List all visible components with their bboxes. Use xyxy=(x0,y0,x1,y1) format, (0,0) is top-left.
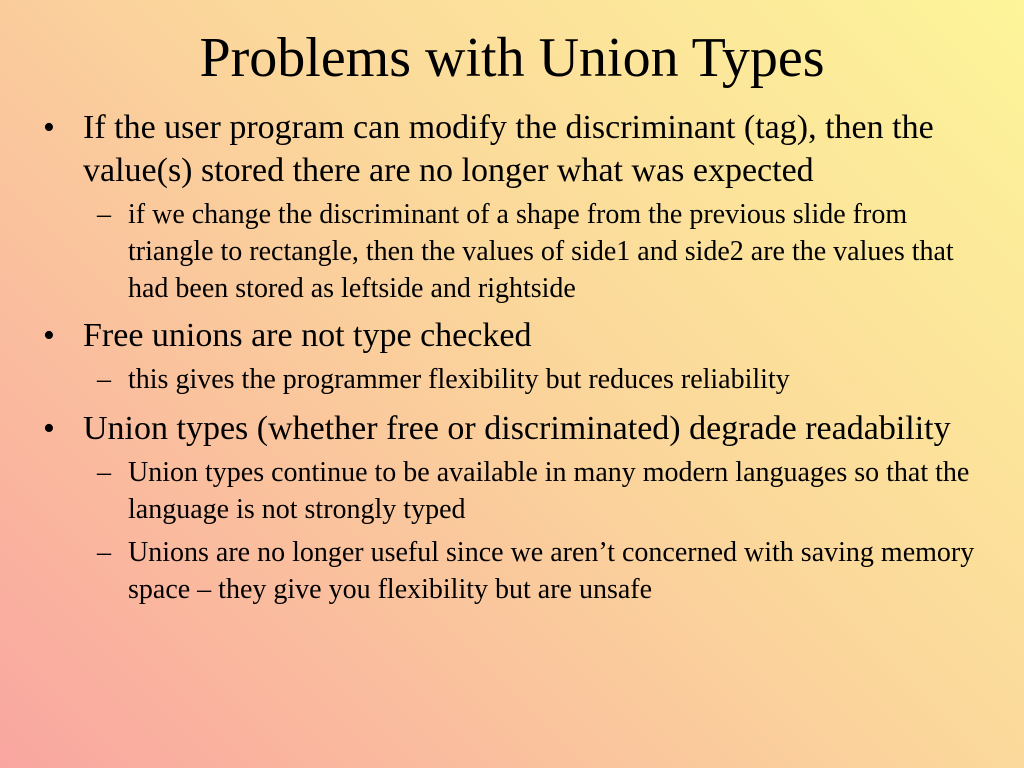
bullet-icon: • xyxy=(43,109,55,146)
sub-bullet-item-2-1 xyxy=(97,361,998,398)
dash-icon: – xyxy=(97,199,111,230)
dash-icon: – xyxy=(97,364,111,395)
bullet-icon: • xyxy=(43,317,55,354)
sub-bullet-item-3-2 xyxy=(97,534,998,608)
dash-icon: – xyxy=(97,537,111,568)
sub-bullet-item-3-1 xyxy=(97,454,998,528)
bullet-item-2 xyxy=(43,314,983,357)
bullet-text: Union types (whether free or discriminated) degrade readability xyxy=(83,410,951,447)
bullet-list xyxy=(0,106,1024,608)
bullet-icon: • xyxy=(43,410,55,447)
sub-bullet-text: Unions are no longer useful since we aren’t concerned with saving memory space – they give you flexibility but are unsafe xyxy=(128,537,975,605)
sub-bullet-item-1-1 xyxy=(97,196,998,307)
bullet-text: If the user program can modify the discriminant (tag), then the value(s) stored there are no longer what was expected xyxy=(83,109,934,189)
dash-icon: – xyxy=(97,457,111,488)
bullet-item-1 xyxy=(43,106,983,192)
sub-bullet-text: if we change the discriminant of a shape from the previous slide from triangle to rectangle, then the values of side1 and side2 are the values that had been stored as leftside and rightside xyxy=(128,199,954,304)
bullet-text: Free unions are not type checked xyxy=(83,317,532,354)
slide-title: Problems with Union Types xyxy=(199,27,825,89)
bullet-item-3 xyxy=(43,407,983,450)
sub-bullet-text: Union types continue to be available in many modern languages so that the language is not strongly typed xyxy=(128,457,970,525)
sub-bullet-text: this gives the programmer flexibility but reduces reliability xyxy=(128,364,790,395)
